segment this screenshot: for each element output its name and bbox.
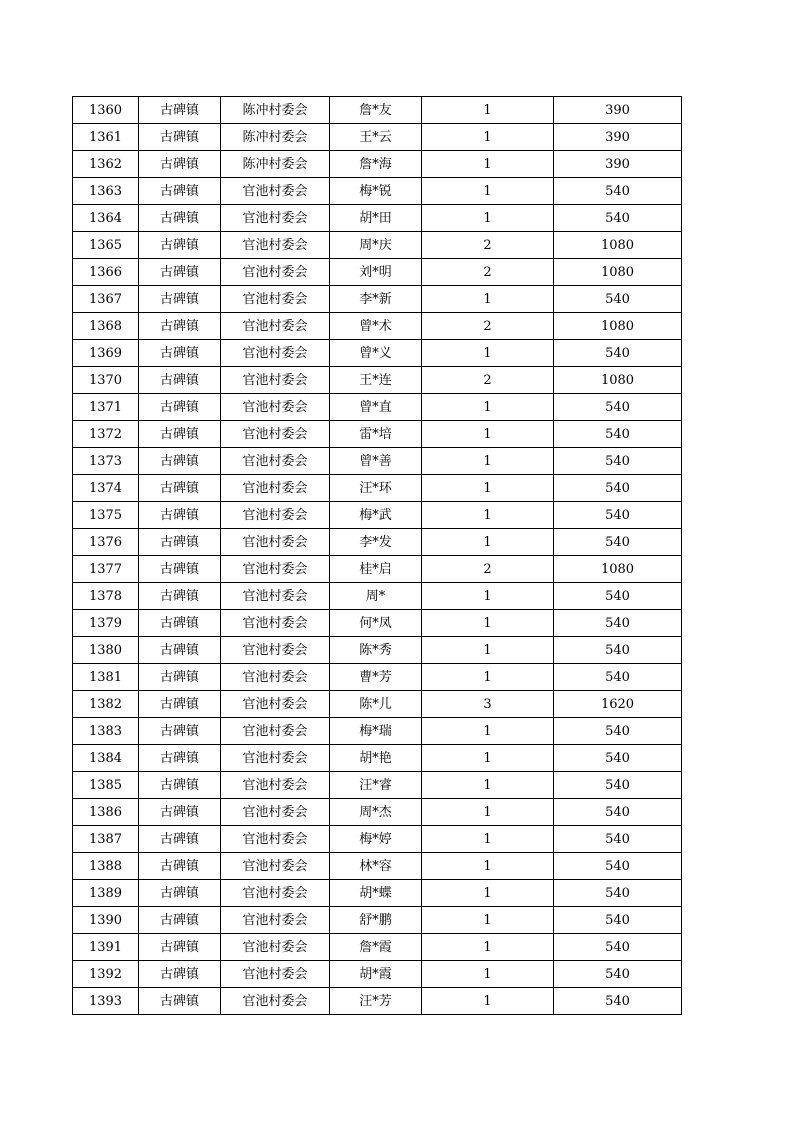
table-row: [73, 853, 682, 880]
person-name-cell: 梅*武: [330, 502, 422, 529]
table-row: [73, 475, 682, 502]
person-name-cell: 胡*蝶: [330, 880, 422, 907]
table-row: [73, 691, 682, 718]
table-row: [73, 961, 682, 988]
village-committee-cell: 官池村委会: [221, 178, 330, 205]
village-committee-cell: 官池村委会: [221, 259, 330, 286]
town-cell: 古碑镇: [139, 718, 221, 745]
amount-cell: 540: [554, 475, 682, 502]
count-cell: 1: [422, 907, 554, 934]
town-cell: 古碑镇: [139, 988, 221, 1015]
amount-cell: 540: [554, 772, 682, 799]
amount-cell: 540: [554, 880, 682, 907]
amount-cell: 390: [554, 97, 682, 124]
town-cell: 古碑镇: [139, 124, 221, 151]
row-number-cell: 1362: [73, 151, 139, 178]
table-row: [73, 664, 682, 691]
town-cell: 古碑镇: [139, 880, 221, 907]
row-number-cell: 1390: [73, 907, 139, 934]
row-number-cell: 1376: [73, 529, 139, 556]
table-row: [73, 205, 682, 232]
person-name-cell: 曾*善: [330, 448, 422, 475]
person-name-cell: 汪*芳: [330, 988, 422, 1015]
amount-cell: 1620: [554, 691, 682, 718]
town-cell: 古碑镇: [139, 259, 221, 286]
row-number-cell: 1388: [73, 853, 139, 880]
amount-cell: 540: [554, 205, 682, 232]
count-cell: 1: [422, 826, 554, 853]
row-number-cell: 1371: [73, 394, 139, 421]
amount-cell: 540: [554, 448, 682, 475]
village-committee-cell: 官池村委会: [221, 367, 330, 394]
table-row: [73, 583, 682, 610]
table-row: [73, 556, 682, 583]
village-committee-cell: 官池村委会: [221, 232, 330, 259]
count-cell: 2: [422, 313, 554, 340]
town-cell: 古碑镇: [139, 772, 221, 799]
person-name-cell: 胡*田: [330, 205, 422, 232]
amount-cell: 540: [554, 583, 682, 610]
count-cell: 1: [422, 394, 554, 421]
town-cell: 古碑镇: [139, 610, 221, 637]
person-name-cell: 汪*睿: [330, 772, 422, 799]
count-cell: 1: [422, 340, 554, 367]
row-number-cell: 1387: [73, 826, 139, 853]
village-committee-cell: 官池村委会: [221, 556, 330, 583]
amount-cell: 540: [554, 664, 682, 691]
village-committee-cell: 官池村委会: [221, 826, 330, 853]
count-cell: 1: [422, 178, 554, 205]
person-name-cell: 李*发: [330, 529, 422, 556]
town-cell: 古碑镇: [139, 826, 221, 853]
town-cell: 古碑镇: [139, 232, 221, 259]
row-number-cell: 1373: [73, 448, 139, 475]
person-name-cell: 詹*海: [330, 151, 422, 178]
count-cell: 1: [422, 772, 554, 799]
town-cell: 古碑镇: [139, 556, 221, 583]
count-cell: 1: [422, 745, 554, 772]
amount-cell: 540: [554, 988, 682, 1015]
amount-cell: 1080: [554, 367, 682, 394]
row-number-cell: 1361: [73, 124, 139, 151]
amount-cell: 1080: [554, 232, 682, 259]
town-cell: 古碑镇: [139, 799, 221, 826]
town-cell: 古碑镇: [139, 853, 221, 880]
count-cell: 3: [422, 691, 554, 718]
count-cell: 1: [422, 988, 554, 1015]
town-cell: 古碑镇: [139, 340, 221, 367]
row-number-cell: 1363: [73, 178, 139, 205]
amount-cell: 540: [554, 421, 682, 448]
village-committee-cell: 官池村委会: [221, 313, 330, 340]
count-cell: 1: [422, 880, 554, 907]
row-number-cell: 1384: [73, 745, 139, 772]
village-committee-cell: 官池村委会: [221, 205, 330, 232]
town-cell: 古碑镇: [139, 475, 221, 502]
person-name-cell: 曹*芳: [330, 664, 422, 691]
town-cell: 古碑镇: [139, 691, 221, 718]
village-committee-cell: 官池村委会: [221, 610, 330, 637]
town-cell: 古碑镇: [139, 637, 221, 664]
amount-cell: 540: [554, 799, 682, 826]
village-committee-cell: 官池村委会: [221, 475, 330, 502]
table-row: [73, 259, 682, 286]
person-name-cell: 桂*启: [330, 556, 422, 583]
village-committee-cell: 官池村委会: [221, 286, 330, 313]
village-committee-cell: 官池村委会: [221, 907, 330, 934]
row-number-cell: 1369: [73, 340, 139, 367]
village-committee-cell: 官池村委会: [221, 421, 330, 448]
village-committee-cell: 官池村委会: [221, 934, 330, 961]
row-number-cell: 1380: [73, 637, 139, 664]
count-cell: 1: [422, 421, 554, 448]
count-cell: 1: [422, 448, 554, 475]
town-cell: 古碑镇: [139, 934, 221, 961]
table-row: [73, 502, 682, 529]
amount-cell: 540: [554, 286, 682, 313]
town-cell: 古碑镇: [139, 529, 221, 556]
table-row: [73, 286, 682, 313]
person-name-cell: 雷*培: [330, 421, 422, 448]
table-row: [73, 637, 682, 664]
table-row: [73, 421, 682, 448]
count-cell: 1: [422, 853, 554, 880]
village-committee-cell: 官池村委会: [221, 745, 330, 772]
table-row: [73, 745, 682, 772]
count-cell: 1: [422, 124, 554, 151]
person-name-cell: 胡*艳: [330, 745, 422, 772]
amount-cell: 540: [554, 826, 682, 853]
person-name-cell: 詹*友: [330, 97, 422, 124]
row-number-cell: 1360: [73, 97, 139, 124]
row-number-cell: 1393: [73, 988, 139, 1015]
amount-cell: 540: [554, 745, 682, 772]
table-row: [73, 448, 682, 475]
person-name-cell: 陈*儿: [330, 691, 422, 718]
table-row: [73, 988, 682, 1015]
count-cell: 1: [422, 475, 554, 502]
row-number-cell: 1367: [73, 286, 139, 313]
count-cell: 1: [422, 97, 554, 124]
table-row: [73, 772, 682, 799]
amount-cell: 1080: [554, 313, 682, 340]
count-cell: 1: [422, 718, 554, 745]
person-name-cell: 曾*术: [330, 313, 422, 340]
amount-cell: 390: [554, 151, 682, 178]
village-committee-cell: 官池村委会: [221, 502, 330, 529]
table-row: [73, 97, 682, 124]
table-row: [73, 610, 682, 637]
row-number-cell: 1374: [73, 475, 139, 502]
village-committee-cell: 官池村委会: [221, 394, 330, 421]
table-row: [73, 799, 682, 826]
village-committee-cell: 官池村委会: [221, 529, 330, 556]
person-name-cell: 梅*瑞: [330, 718, 422, 745]
amount-cell: 540: [554, 961, 682, 988]
row-number-cell: 1370: [73, 367, 139, 394]
table-row: [73, 394, 682, 421]
count-cell: 2: [422, 556, 554, 583]
amount-cell: 540: [554, 394, 682, 421]
person-name-cell: 周*: [330, 583, 422, 610]
amount-cell: 540: [554, 934, 682, 961]
row-number-cell: 1364: [73, 205, 139, 232]
person-name-cell: 周*庆: [330, 232, 422, 259]
count-cell: 2: [422, 232, 554, 259]
village-committee-cell: 陈冲村委会: [221, 124, 330, 151]
town-cell: 古碑镇: [139, 97, 221, 124]
person-name-cell: 李*新: [330, 286, 422, 313]
person-name-cell: 胡*霞: [330, 961, 422, 988]
town-cell: 古碑镇: [139, 448, 221, 475]
table-row: [73, 124, 682, 151]
village-committee-cell: 官池村委会: [221, 772, 330, 799]
amount-cell: 390: [554, 124, 682, 151]
row-number-cell: 1381: [73, 664, 139, 691]
table-row: [73, 529, 682, 556]
table-row: [73, 151, 682, 178]
table-row: [73, 934, 682, 961]
records-body: [73, 97, 682, 1015]
row-number-cell: 1375: [73, 502, 139, 529]
amount-cell: 1080: [554, 259, 682, 286]
row-number-cell: 1386: [73, 799, 139, 826]
village-committee-cell: 官池村委会: [221, 340, 330, 367]
amount-cell: 540: [554, 529, 682, 556]
row-number-cell: 1379: [73, 610, 139, 637]
town-cell: 古碑镇: [139, 583, 221, 610]
row-number-cell: 1385: [73, 772, 139, 799]
row-number-cell: 1378: [73, 583, 139, 610]
person-name-cell: 周*杰: [330, 799, 422, 826]
row-number-cell: 1389: [73, 880, 139, 907]
town-cell: 古碑镇: [139, 421, 221, 448]
town-cell: 古碑镇: [139, 151, 221, 178]
count-cell: 1: [422, 961, 554, 988]
table-row: [73, 178, 682, 205]
table-row: [73, 313, 682, 340]
count-cell: 1: [422, 286, 554, 313]
village-committee-cell: 官池村委会: [221, 853, 330, 880]
village-committee-cell: 官池村委会: [221, 961, 330, 988]
count-cell: 1: [422, 799, 554, 826]
town-cell: 古碑镇: [139, 664, 221, 691]
amount-cell: 540: [554, 637, 682, 664]
village-committee-cell: 官池村委会: [221, 988, 330, 1015]
town-cell: 古碑镇: [139, 961, 221, 988]
person-name-cell: 梅*锐: [330, 178, 422, 205]
person-name-cell: 何*凤: [330, 610, 422, 637]
town-cell: 古碑镇: [139, 205, 221, 232]
table-row: [73, 367, 682, 394]
count-cell: 1: [422, 934, 554, 961]
row-number-cell: 1368: [73, 313, 139, 340]
person-name-cell: 陈*秀: [330, 637, 422, 664]
table-row: [73, 232, 682, 259]
amount-cell: 540: [554, 853, 682, 880]
row-number-cell: 1392: [73, 961, 139, 988]
person-name-cell: 梅*婷: [330, 826, 422, 853]
count-cell: 1: [422, 151, 554, 178]
count-cell: 1: [422, 637, 554, 664]
town-cell: 古碑镇: [139, 907, 221, 934]
table-row: [73, 718, 682, 745]
person-name-cell: 詹*霞: [330, 934, 422, 961]
town-cell: 古碑镇: [139, 394, 221, 421]
row-number-cell: 1372: [73, 421, 139, 448]
count-cell: 1: [422, 583, 554, 610]
person-name-cell: 刘*明: [330, 259, 422, 286]
village-committee-cell: 官池村委会: [221, 691, 330, 718]
village-committee-cell: 官池村委会: [221, 637, 330, 664]
village-committee-cell: 官池村委会: [221, 799, 330, 826]
count-cell: 2: [422, 259, 554, 286]
person-name-cell: 林*容: [330, 853, 422, 880]
village-committee-cell: 官池村委会: [221, 880, 330, 907]
village-committee-cell: 陈冲村委会: [221, 97, 330, 124]
town-cell: 古碑镇: [139, 502, 221, 529]
row-number-cell: 1382: [73, 691, 139, 718]
village-committee-cell: 官池村委会: [221, 448, 330, 475]
village-committee-cell: 官池村委会: [221, 664, 330, 691]
row-number-cell: 1377: [73, 556, 139, 583]
amount-cell: 540: [554, 178, 682, 205]
count-cell: 1: [422, 205, 554, 232]
amount-cell: 540: [554, 340, 682, 367]
count-cell: 2: [422, 367, 554, 394]
person-name-cell: 舒*鹏: [330, 907, 422, 934]
table-row: [73, 340, 682, 367]
row-number-cell: 1366: [73, 259, 139, 286]
row-number-cell: 1391: [73, 934, 139, 961]
town-cell: 古碑镇: [139, 286, 221, 313]
table-row: [73, 880, 682, 907]
town-cell: 古碑镇: [139, 745, 221, 772]
row-number-cell: 1365: [73, 232, 139, 259]
person-name-cell: 汪*环: [330, 475, 422, 502]
amount-cell: 1080: [554, 556, 682, 583]
count-cell: 1: [422, 610, 554, 637]
person-name-cell: 王*连: [330, 367, 422, 394]
amount-cell: 540: [554, 718, 682, 745]
count-cell: 1: [422, 529, 554, 556]
amount-cell: 540: [554, 907, 682, 934]
count-cell: 1: [422, 664, 554, 691]
town-cell: 古碑镇: [139, 178, 221, 205]
count-cell: 1: [422, 502, 554, 529]
village-committee-cell: 官池村委会: [221, 583, 330, 610]
town-cell: 古碑镇: [139, 367, 221, 394]
town-cell: 古碑镇: [139, 313, 221, 340]
village-committee-cell: 官池村委会: [221, 718, 330, 745]
person-name-cell: 王*云: [330, 124, 422, 151]
amount-cell: 540: [554, 502, 682, 529]
row-number-cell: 1383: [73, 718, 139, 745]
person-name-cell: 曾*直: [330, 394, 422, 421]
person-name-cell: 曾*义: [330, 340, 422, 367]
amount-cell: 540: [554, 610, 682, 637]
table-row: [73, 826, 682, 853]
village-committee-cell: 陈冲村委会: [221, 151, 330, 178]
table-row: [73, 907, 682, 934]
records-table: [72, 96, 682, 1015]
